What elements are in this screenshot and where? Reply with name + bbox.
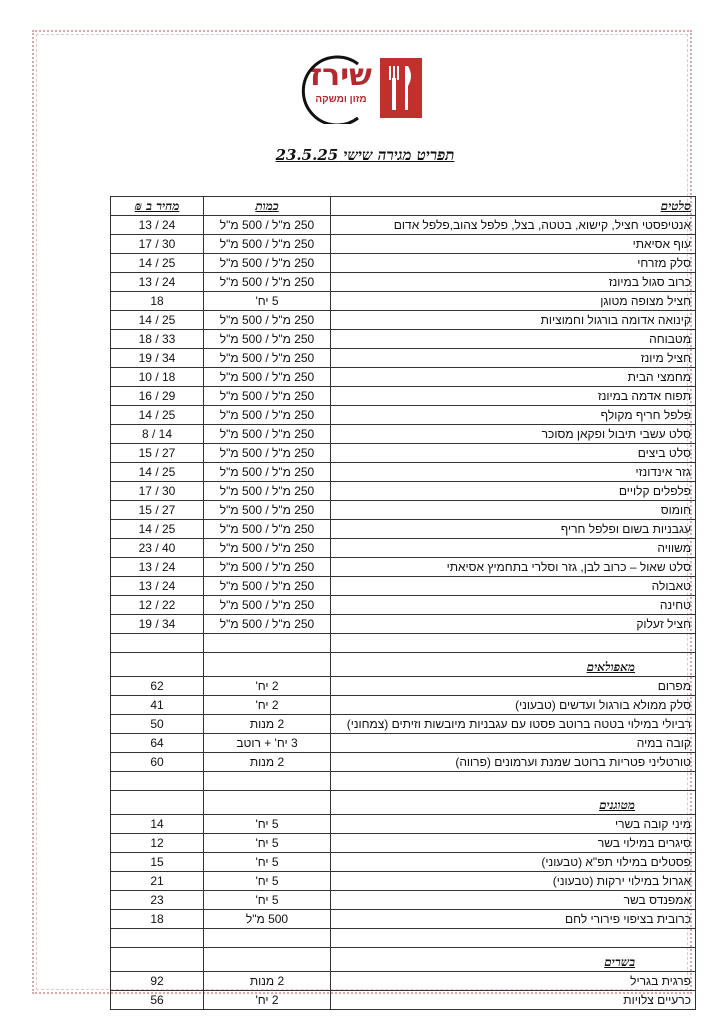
cell-price: 24 / 13 (111, 577, 204, 596)
table-row (111, 677, 696, 696)
table-row (111, 991, 696, 1010)
header-item: סלטים (331, 197, 696, 216)
table-row (111, 482, 696, 501)
cell-price: 34 / 19 (111, 615, 204, 634)
cell-size: 250 מ"ל / 500 מ"ל (204, 615, 331, 634)
table-row (111, 425, 696, 444)
cell-size: 5 יח' (204, 853, 331, 872)
cell-size: 2 מנות (204, 715, 331, 734)
cell-name: סלט שאול – כרוב לבן, גזר וסלרי בתחמיץ אסיאתי (331, 558, 696, 577)
cell-size: 250 מ"ל / 500 מ"ל (204, 273, 331, 292)
header-size: כמות (204, 197, 331, 216)
section-title: בשרים (331, 948, 696, 972)
table-row (111, 216, 696, 235)
table-row (111, 368, 696, 387)
cell-size: 2 מנות (204, 753, 331, 772)
cell-name: תפוח אדמה במיונז (331, 387, 696, 406)
cell-name: כרוב סגול במיונז (331, 273, 696, 292)
table-row (111, 444, 696, 463)
cell-name: טאבולה (331, 577, 696, 596)
cell-size: 5 יח' (204, 834, 331, 853)
cell-price: 27 / 15 (111, 501, 204, 520)
table-row (111, 349, 696, 368)
cell-price: 50 (111, 715, 204, 734)
cell-name: גזר אינדונזי (331, 463, 696, 482)
cell-name: אנטיפסטי חציל, קישוא, בטטה, בצל, פלפל צהוב,פלפל אדום (331, 216, 696, 235)
table-row (111, 834, 696, 853)
cell-name: סלק ממולא בורגול ועדשים (טבעוני) (331, 696, 696, 715)
cell-price: 18 (111, 292, 204, 311)
section-row (111, 653, 696, 677)
cell-size: 250 מ"ל / 500 מ"ל (204, 235, 331, 254)
cell-price: 56 (111, 991, 204, 1010)
cell-price: 14 / 8 (111, 425, 204, 444)
cell-name: עוף אסיאתי (331, 235, 696, 254)
cell-price: 40 / 23 (111, 539, 204, 558)
cell-price: 18 (111, 910, 204, 929)
cell-size: 250 מ"ל / 500 מ"ל (204, 444, 331, 463)
cell-name: חציל מצופה מטוגן (331, 292, 696, 311)
cell-price: 12 (111, 834, 204, 853)
table-row (111, 615, 696, 634)
cell-price: 30 / 17 (111, 235, 204, 254)
cell-price: 92 (111, 972, 204, 991)
cell-price: 25 / 14 (111, 520, 204, 539)
cell-price: 25 / 14 (111, 463, 204, 482)
cell-name: מפרום (331, 677, 696, 696)
table-row (111, 311, 696, 330)
cell-size: 250 מ"ל / 500 מ"ל (204, 463, 331, 482)
cell-price: 21 (111, 872, 204, 891)
section-title: מאפולאים (331, 653, 696, 677)
cell-name: אמפנדס בשר (331, 891, 696, 910)
cell-name: סלט עשבי תיבול ופקאן מסוכר (331, 425, 696, 444)
cell-name: רביולי במילוי בטטה ברוטב פסטו עם עגבניות מיובשות וזיתים (צמחוני) (331, 715, 696, 734)
cell-name: טורטליני פטריות ברוטב שמנת וערמונים (פרווה) (331, 753, 696, 772)
cell-size: 250 מ"ל / 500 מ"ל (204, 520, 331, 539)
table-row (111, 539, 696, 558)
cell-size: 2 מנות (204, 972, 331, 991)
section-row (111, 791, 696, 815)
spacer-row (111, 772, 696, 791)
cell-size: 5 יח' (204, 872, 331, 891)
table-row (111, 273, 696, 292)
cell-name: כרעיים צלויות (331, 991, 696, 1010)
cell-size: 3 יח' + רוטב (204, 734, 331, 753)
cell-name: חציל מיונז (331, 349, 696, 368)
table-row (111, 577, 696, 596)
cell-price: 22 / 12 (111, 596, 204, 615)
cell-price: 62 (111, 677, 204, 696)
cell-size: 250 מ"ל / 500 מ"ל (204, 254, 331, 273)
header-price: מחיר ב ₪ (111, 197, 204, 216)
cell-price: 64 (111, 734, 204, 753)
cell-name: חציל זעלוק (331, 615, 696, 634)
cell-name: פסטלים במילוי תפ"א (טבעוני) (331, 853, 696, 872)
cell-name: משוויה (331, 539, 696, 558)
cell-size: 250 מ"ל / 500 מ"ל (204, 558, 331, 577)
cell-size: 250 מ"ל / 500 מ"ל (204, 330, 331, 349)
table-row (111, 292, 696, 311)
spacer-row (111, 929, 696, 948)
cell-size: 250 מ"ל / 500 מ"ל (204, 596, 331, 615)
cell-name: קינואה אדומה בורגול וחמוציות (331, 311, 696, 330)
cell-name: סלק מזרחי (331, 254, 696, 273)
table-row (111, 910, 696, 929)
cell-price: 24 / 13 (111, 558, 204, 577)
cell-size: 5 יח' (204, 292, 331, 311)
table-row (111, 387, 696, 406)
cell-size: 250 מ"ל / 500 מ"ל (204, 539, 331, 558)
table-row (111, 715, 696, 734)
cell-price: 41 (111, 696, 204, 715)
cell-name: טחינה (331, 596, 696, 615)
table-header-row (111, 197, 696, 216)
cell-price: 25 / 14 (111, 311, 204, 330)
cell-size: 250 מ"ל / 500 מ"ל (204, 577, 331, 596)
cell-price: 30 / 17 (111, 482, 204, 501)
cell-name: פלפל חריף מקולף (331, 406, 696, 425)
table-row (111, 891, 696, 910)
cell-size: 250 מ"ל / 500 מ"ל (204, 425, 331, 444)
cell-price: 34 / 19 (111, 349, 204, 368)
cell-size: 250 מ"ל / 500 מ"ל (204, 482, 331, 501)
cell-price: 14 (111, 815, 204, 834)
cell-price: 33 / 18 (111, 330, 204, 349)
cell-price: 25 / 14 (111, 254, 204, 273)
cell-name: סיגרים במילוי בשר (331, 834, 696, 853)
menu-table (110, 196, 696, 1010)
table-row (111, 501, 696, 520)
table-row (111, 853, 696, 872)
section-title: מטוגנים (331, 791, 696, 815)
cell-price: 15 (111, 853, 204, 872)
cell-size: 250 מ"ל / 500 מ"ל (204, 406, 331, 425)
cell-name: אגרול במילוי ירקות (טבעוני) (331, 872, 696, 891)
cell-price: 25 / 14 (111, 406, 204, 425)
table-row (111, 734, 696, 753)
table-row (111, 254, 696, 273)
cell-size: 5 יח' (204, 891, 331, 910)
table-row (111, 558, 696, 577)
cell-name: סלט ביצים (331, 444, 696, 463)
cell-size: 250 מ"ל / 500 מ"ל (204, 311, 331, 330)
spacer-row (111, 634, 696, 653)
section-row (111, 948, 696, 972)
table-row (111, 406, 696, 425)
table-row (111, 815, 696, 834)
cell-name: מטבוחה (331, 330, 696, 349)
logo-name: שירז (310, 58, 372, 93)
cell-name: חומוס (331, 501, 696, 520)
cell-name: כרובית בציפוי פירורי לחם (331, 910, 696, 929)
table-row (111, 753, 696, 772)
table-row (111, 330, 696, 349)
cell-name: קובה במיה (331, 734, 696, 753)
cell-price: 18 / 10 (111, 368, 204, 387)
cell-size: 250 מ"ל / 500 מ"ל (204, 387, 331, 406)
cell-size: 250 מ"ל / 500 מ"ל (204, 368, 331, 387)
menu-title: תפריט מגירה שישי 23.5.25 (275, 146, 455, 164)
logo-tagline: מזון ומשקה (315, 94, 367, 105)
logo-plate-icon (300, 52, 424, 124)
cell-size: 5 יח' (204, 815, 331, 834)
cell-size: 2 יח' (204, 677, 331, 696)
table-row (111, 696, 696, 715)
cell-size: 500 מ"ל (204, 910, 331, 929)
table-row (111, 972, 696, 991)
cell-size: 250 מ"ל / 500 מ"ל (204, 501, 331, 520)
cell-name: מיני קובה בשרי (331, 815, 696, 834)
cell-price: 27 / 15 (111, 444, 204, 463)
table-row (111, 520, 696, 539)
table-row (111, 872, 696, 891)
cell-price: 23 (111, 891, 204, 910)
cell-name: עגבניות בשום ופלפל חריף (331, 520, 696, 539)
table-row (111, 235, 696, 254)
cell-size: 2 יח' (204, 696, 331, 715)
cell-price: 60 (111, 753, 204, 772)
cell-price: 24 / 13 (111, 216, 204, 235)
cell-name: פלפלים קלויים (331, 482, 696, 501)
cell-size: 250 מ"ל / 500 מ"ל (204, 349, 331, 368)
cell-size: 250 מ"ל / 500 מ"ל (204, 216, 331, 235)
cell-price: 29 / 16 (111, 387, 204, 406)
cell-name: פרגית בגריל (331, 972, 696, 991)
cell-name: מחמצי הבית (331, 368, 696, 387)
table-row (111, 596, 696, 615)
cell-size: 2 יח' (204, 991, 331, 1010)
cell-price: 24 / 13 (111, 273, 204, 292)
table-row (111, 463, 696, 482)
